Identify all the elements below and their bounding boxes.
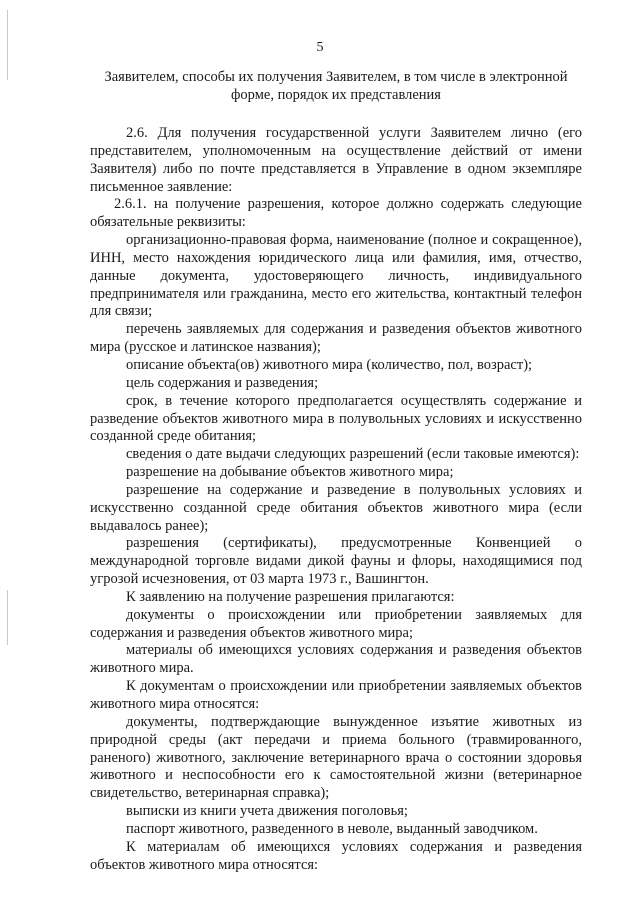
paragraph: материалы об имеющихся условиях содержания и разведения объектов животного мира. [90, 642, 582, 677]
paragraph-2-6: 2.6. Для получения государственной услуги Заявителем лично (его представителем, уполномоченным на осуществление действий от имени Заявителя) либо по почте представляется в Управление в одном экземпляре письменное заявление: [90, 125, 582, 195]
paragraph: цель содержания и разведения; [126, 374, 319, 391]
paragraph: документы о происхождении или приобретении заявляемых для содержания и разведения объектов животного мира; [90, 606, 582, 641]
paragraph: разрешения (сертификаты), предусмотренные Конвенцией о международной торговле видами дикой фауны и флоры, находящимися под угрозой исчезновения, от 03 марта 1973 г., Вашингтон. [90, 535, 582, 588]
paragraph-2-6-1: 2.6.1. на получение разрешения, которое должно содержать следующие обязательные реквизиты: [90, 196, 582, 231]
document-body [90, 125, 582, 874]
paragraph: разрешение на содержание и разведение в полувольных условиях и искусственно созданной среде обитания объектов животного мира (если выдавалось ранее); [90, 481, 582, 534]
paragraph: срок, в течение которого предполагается осуществлять содержание и разведение объектов животного мира в полувольных условиях и искусственно созданной среде обитания; [90, 392, 582, 445]
scan-edge-mark [7, 590, 8, 645]
paragraph: К материалам об имеющихся условиях содержания и разведения объектов животного мира относятся: [90, 838, 582, 873]
paragraph: паспорт животного, разведенного в неволе, выданный заводчиком. [126, 820, 538, 837]
paragraph: организационно-правовая форма, наименование (полное и сокращенное), ИНН, место нахождения юридического лица или фамилия, имя, отчество, данные документа, удостоверяющего личность, индивидуального предпринимателя или гражданина, место его жительства, контактный телефон для связи; [90, 232, 582, 320]
paragraph: описание объекта(ов) животного мира (количество, пол, возраст); [126, 356, 533, 373]
paragraph: перечень заявляемых для содержания и разведения объектов животного мира (русское и латинское названия); [90, 321, 582, 356]
paragraph: сведения о дате выдачи следующих разрешений (если таковые имеются): [126, 446, 580, 463]
paragraph: К заявлению на получение разрешения прилагаются: [126, 588, 455, 605]
page-number: 5 [316, 40, 324, 55]
section-heading: Заявителем, способы их получения Заявителем, в том числе в электронной форме, порядок их представления [104, 69, 568, 103]
paragraph: документы, подтверждающие вынужденное изъятие животных из природной среды (акт передачи и приема больного (травмированного, раненого) животного, заключение ветеринарного врача о состоянии здоровья животного и неспособности его к самостоятельной жизни (ветеринарное свидетельство, ветеринарная справка); [90, 713, 582, 802]
paragraph: выписки из книги учета движения поголовья; [126, 803, 408, 820]
paragraph: разрешение на добывание объектов животного мира; [126, 464, 454, 481]
paragraph: К документам о происхождении или приобретении заявляемых объектов животного мира относятся: [90, 678, 582, 712]
